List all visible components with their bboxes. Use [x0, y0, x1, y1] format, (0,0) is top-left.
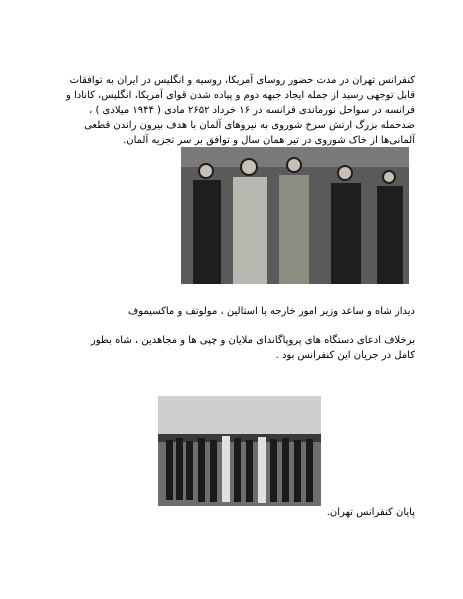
- caption-photo-2: پایان کنفرانس تهران.: [326, 507, 415, 518]
- caption-photo-1: دیدار شاه و ساعد وزیر امور خارجه با استالین ، مولوتف و ماکسیموف: [127, 306, 415, 317]
- photo-meeting-stalin: [181, 147, 409, 284]
- paragraph-tehran-conference: کنفرانس تهران در مدت حضور روسای آمریکا، روسیه و انگلیس در ایران به توافقات قابل توجهی رسید از جمله ایجاد جبهه دوم و پیاده شدن قوای آمریکا، انگلیس، کانادا و فرانسه در سواحل نورماندی فرانسه در ۱۶ خرداد ۲۶۵۲ مادی ( ۱۹۴۴ میلادی ) ، ضدحمله بزرگ ارتش سرخ شوروی به نیروهای آلمان با هدف بیرون راندن قطعی آلمانی‌ها از خاک شوروی در تیر همان سال و توافق بر سر تجزیه آلمان.: [65, 75, 415, 146]
- photo-conference-end: [158, 396, 321, 506]
- paragraph-shah-informed: برخلاف ادعای دستگاه های پروپاگاندای ملایان و چپی ها و مجاهدین ، شاه بطور کامل در جریان این کنفرانس بود .: [90, 335, 415, 361]
